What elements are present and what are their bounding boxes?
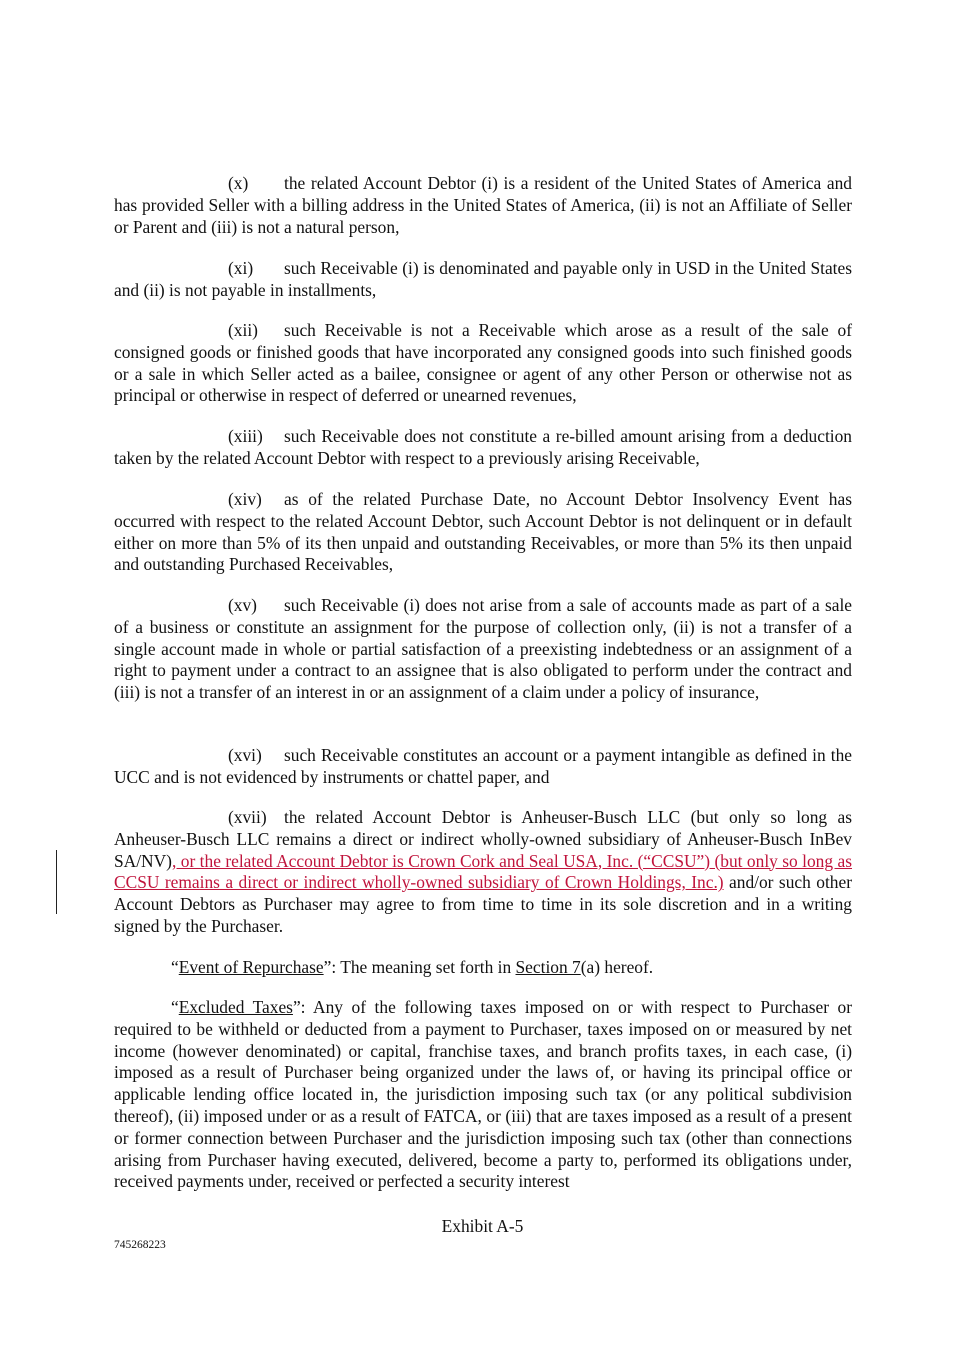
clause-number: (xiv) [228,489,262,509]
clause-xiii [114,426,852,470]
clause-text: such Receivable (i) does not arise from a sale of accounts made as part of a sale of a business or constitute an assignment for the purpose of collection only, (ii) is not a transfer of a single account made in whole or partial satisfaction of a preexisting indebtedness or an assignment of a right to payment under a contract to an assignee that is also obligated to perform under the contract and (iii) is not a transfer of an interest in or an assignment of a claim under a policy of insurance, [114,595,852,703]
clause-x [114,173,852,238]
section-reference: Section 7 [515,957,581,977]
clause-number: (x) [228,173,249,193]
clause-number: (xvii) [228,807,267,827]
clause-number: (xv) [228,595,257,615]
clause-xiv [114,489,852,576]
definition-event-of-repurchase [114,957,852,979]
clause-text: such Receivable is not a Receivable which arose as a result of the sale of consigned goods or finished goods that have incorporated any consigned goods into such finished goods or a sale in which Seller acted as a bailee, consignee or agent of any other Person or otherwise not as principal or otherwise in respect of deferred or unearned revenues, [114,320,852,406]
clause-xvi [114,745,852,789]
clause-number: (xi) [228,258,254,278]
definition-excluded-taxes [114,997,852,1193]
clause-text: the related Account Debtor (i) is a resident of the United States of America and has provided Seller with a billing address in the United States of America, (ii) is not an Affiliate of Seller or Parent and (iii) is not a natural person, [114,173,852,237]
document-id: 745268223 [114,1239,166,1251]
clause-text: such Receivable (i) is denominated and payable only in USD in the United States and (ii) is not payable in installments, [114,258,852,300]
clause-xii [114,320,852,407]
clause-text: such Receivable does not constitute a re-billed amount arising from a deduction taken by the related Account Debtor with respect to a previously arising Receivable, [114,426,852,468]
clause-xv [114,595,852,704]
definition-text: ”: The meaning set forth in [323,957,516,977]
open-quote: “ [171,997,179,1017]
clause-xi [114,258,852,302]
clause-text: such Receivable constitutes an account or a payment intangible as defined in the UCC and is not evidenced by instruments or chattel paper, and [114,745,852,787]
page-footer-exhibit: Exhibit A-5 [441,1216,524,1236]
definition-text: ”: Any of the following taxes imposed on or with respect to Purchaser or required to be withheld or deducted from a payment to Purchaser, taxes imposed on or measured by net income (however denominated) or capital, franchise taxes, and branch profits taxes, in each case, (i) imposed as a result of Purchaser being organized under the laws of, or having its principal office or applicable lending office located in, the jurisdiction imposing such tax (or any political subdivision thereof), (ii) imposed under or as a result of FATCA, or (iii) that are taxes imposed as a result of a present or former connection between Purchaser and the jurisdiction imposing such tax (other than connections arising from Purchaser having executed, delivered, become a party to, performed its obligations under, received payments under, received or perfected a security interest [114,997,853,1192]
clause-text-continued: and/or such other Account Debtors as Purchaser may agree to from time to time in its sole discretion and in a writing signed by the Purchaser. [114,872,852,936]
defined-term: Event of Repurchase [178,957,324,977]
definition-text-tail: (a) hereof. [580,957,654,977]
revision-change-bar [56,850,57,914]
clause-text: as of the related Purchase Date, no Account Debtor Insolvency Event has occurred with respect to the related Account Debtor, such Account Debtor is not delinquent or in default either on more than 5% of its then unpaid and outstanding Receivables, or more than 5% its then unpaid and outstanding Purchased Receivables, [114,489,852,575]
clause-number: (xiii) [228,426,263,446]
inserted-revision-text: , or the related Account Debtor is Crown Cork and Seal USA, Inc. (“CCSU”) (but only so long as CCSU remains a direct or indirect wholly-owned subsidiary of Crown Holdings, Inc.) [114,850,852,893]
clause-text: the related Account Debtor is Anheuser-Busch LLC (but only so long as Anheuser-Busch LLC remains a direct or indirect wholly-owned subsidiary of Anheuser-Busch InBev SA/NV) [114,807,852,871]
open-quote: “ [171,957,179,977]
defined-term: Excluded Taxes [178,997,293,1017]
clause-number: (xvi) [228,745,262,765]
clause-xvii [114,807,852,938]
clause-number: (xii) [228,320,258,340]
